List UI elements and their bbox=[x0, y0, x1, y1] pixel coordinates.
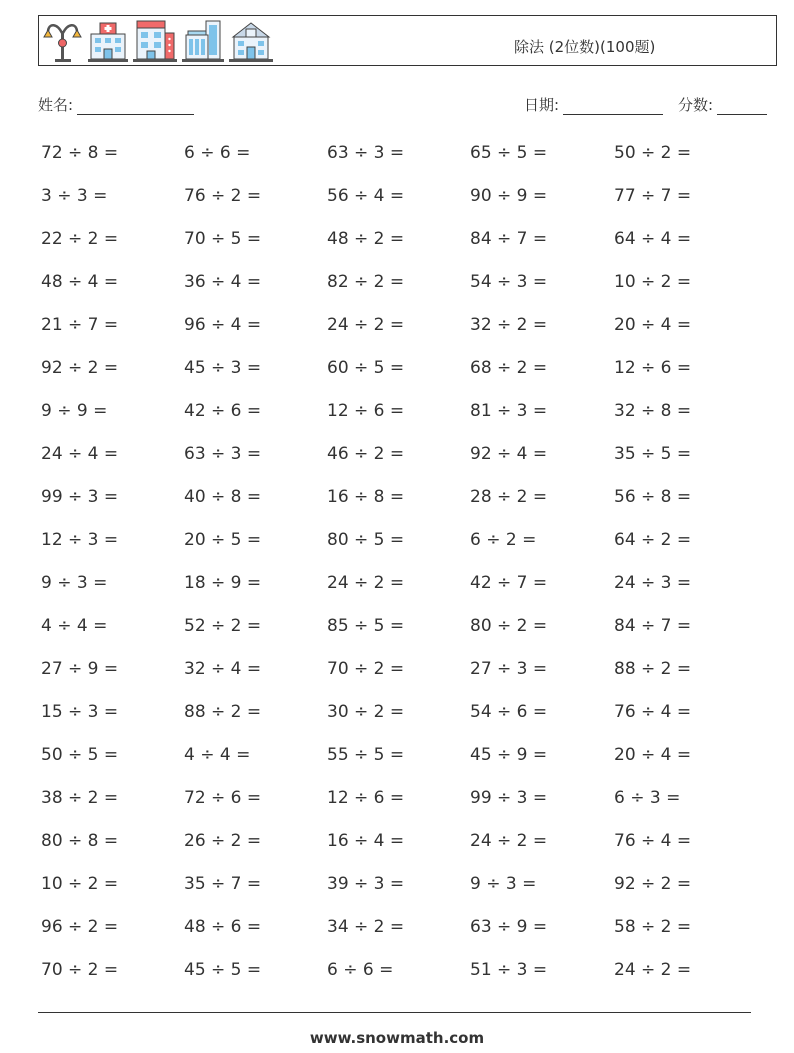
problem-row bbox=[41, 487, 761, 530]
division-problem: 39 ÷ 3 = bbox=[327, 874, 405, 894]
date-blank-line[interactable] bbox=[563, 99, 663, 115]
division-problem: 20 ÷ 5 = bbox=[184, 530, 262, 550]
worksheet-header bbox=[38, 15, 777, 66]
division-problem: 48 ÷ 2 = bbox=[327, 229, 405, 249]
name-blank-line[interactable] bbox=[77, 99, 194, 115]
problem-row bbox=[41, 616, 761, 659]
division-problem: 3 ÷ 3 = bbox=[41, 186, 108, 206]
problem-row bbox=[41, 702, 761, 745]
division-problem: 51 ÷ 3 = bbox=[470, 960, 548, 980]
problem-row bbox=[41, 573, 761, 616]
problem-row bbox=[41, 358, 761, 401]
problem-row bbox=[41, 917, 761, 960]
division-problem: 16 ÷ 8 = bbox=[327, 487, 405, 507]
division-problem: 52 ÷ 2 = bbox=[184, 616, 262, 636]
division-problem: 45 ÷ 5 = bbox=[184, 960, 262, 980]
division-problem: 21 ÷ 7 = bbox=[41, 315, 119, 335]
division-problem: 4 ÷ 4 = bbox=[41, 616, 108, 636]
division-problem: 4 ÷ 4 = bbox=[184, 745, 251, 765]
division-problem: 76 ÷ 4 = bbox=[614, 702, 692, 722]
division-problem: 9 ÷ 3 = bbox=[41, 573, 108, 593]
division-problem: 54 ÷ 6 = bbox=[470, 702, 548, 722]
score-label: 分数: bbox=[678, 96, 714, 114]
division-problem: 18 ÷ 9 = bbox=[184, 573, 262, 593]
division-problem: 77 ÷ 7 = bbox=[614, 186, 692, 206]
problem-row bbox=[41, 659, 761, 702]
division-problem: 24 ÷ 3 = bbox=[614, 573, 692, 593]
division-problem: 30 ÷ 2 = bbox=[327, 702, 405, 722]
division-problem: 65 ÷ 5 = bbox=[470, 143, 548, 163]
division-problem: 16 ÷ 4 = bbox=[327, 831, 405, 851]
division-problem: 20 ÷ 4 = bbox=[614, 745, 692, 765]
division-problem: 24 ÷ 2 = bbox=[614, 960, 692, 980]
hospital-icon bbox=[88, 19, 128, 63]
division-problem: 45 ÷ 9 = bbox=[470, 745, 548, 765]
division-problem: 26 ÷ 2 = bbox=[184, 831, 262, 851]
division-problem: 6 ÷ 6 = bbox=[184, 143, 251, 163]
name-label: 姓名: bbox=[38, 96, 74, 114]
problem-row bbox=[41, 186, 761, 229]
division-problem: 96 ÷ 2 = bbox=[41, 917, 119, 937]
division-problem: 55 ÷ 5 = bbox=[327, 745, 405, 765]
division-problem: 12 ÷ 6 = bbox=[614, 358, 692, 378]
problem-row bbox=[41, 874, 761, 917]
division-problem: 34 ÷ 2 = bbox=[327, 917, 405, 937]
division-problem: 42 ÷ 6 = bbox=[184, 401, 262, 421]
division-problem: 80 ÷ 5 = bbox=[327, 530, 405, 550]
division-problem: 6 ÷ 3 = bbox=[614, 788, 681, 808]
problem-row bbox=[41, 315, 761, 358]
division-problem: 36 ÷ 4 = bbox=[184, 272, 262, 292]
division-problem: 48 ÷ 4 = bbox=[41, 272, 119, 292]
division-problem: 24 ÷ 2 = bbox=[327, 315, 405, 335]
date-field[interactable] bbox=[524, 94, 663, 115]
date-label: 日期: bbox=[524, 96, 560, 114]
problem-row bbox=[41, 831, 761, 874]
division-problem: 10 ÷ 2 = bbox=[41, 874, 119, 894]
division-problem: 58 ÷ 2 = bbox=[614, 917, 692, 937]
office-building-icon bbox=[182, 19, 224, 63]
division-problem: 12 ÷ 6 = bbox=[327, 401, 405, 421]
problem-row bbox=[41, 530, 761, 573]
problem-row bbox=[41, 401, 761, 444]
score-field[interactable] bbox=[678, 94, 767, 115]
division-problem: 84 ÷ 7 = bbox=[614, 616, 692, 636]
division-problem: 99 ÷ 3 = bbox=[470, 788, 548, 808]
problem-row bbox=[41, 745, 761, 788]
division-problem: 60 ÷ 5 = bbox=[327, 358, 405, 378]
name-field[interactable] bbox=[38, 94, 194, 115]
division-problem: 22 ÷ 2 = bbox=[41, 229, 119, 249]
division-problem: 35 ÷ 7 = bbox=[184, 874, 262, 894]
division-problem: 63 ÷ 9 = bbox=[470, 917, 548, 937]
division-problem: 32 ÷ 2 = bbox=[470, 315, 548, 335]
division-problem: 50 ÷ 5 = bbox=[41, 745, 119, 765]
division-problem: 90 ÷ 9 = bbox=[470, 186, 548, 206]
division-problem: 32 ÷ 4 = bbox=[184, 659, 262, 679]
division-problem: 70 ÷ 2 = bbox=[41, 960, 119, 980]
score-blank-line[interactable] bbox=[717, 99, 767, 115]
division-problem: 40 ÷ 8 = bbox=[184, 487, 262, 507]
division-problem: 64 ÷ 4 = bbox=[614, 229, 692, 249]
division-problem: 80 ÷ 2 = bbox=[470, 616, 548, 636]
division-problem: 28 ÷ 2 = bbox=[470, 487, 548, 507]
division-problem: 48 ÷ 6 = bbox=[184, 917, 262, 937]
division-problem: 9 ÷ 3 = bbox=[470, 874, 537, 894]
division-problem: 54 ÷ 3 = bbox=[470, 272, 548, 292]
problem-row bbox=[41, 229, 761, 272]
division-problem: 9 ÷ 9 = bbox=[41, 401, 108, 421]
division-problem: 27 ÷ 9 = bbox=[41, 659, 119, 679]
footer-website: www.snowmath.com bbox=[309, 1029, 485, 1047]
division-problem: 45 ÷ 3 = bbox=[184, 358, 262, 378]
division-problem: 24 ÷ 2 = bbox=[470, 831, 548, 851]
division-problem: 38 ÷ 2 = bbox=[41, 788, 119, 808]
division-problem: 85 ÷ 5 = bbox=[327, 616, 405, 636]
division-problem: 92 ÷ 4 = bbox=[470, 444, 548, 464]
division-problem: 32 ÷ 8 = bbox=[614, 401, 692, 421]
division-problem: 99 ÷ 3 = bbox=[41, 487, 119, 507]
division-problem: 63 ÷ 3 = bbox=[184, 444, 262, 464]
division-problem: 92 ÷ 2 = bbox=[41, 358, 119, 378]
division-problem: 70 ÷ 5 = bbox=[184, 229, 262, 249]
division-problem: 46 ÷ 2 = bbox=[327, 444, 405, 464]
division-problem: 24 ÷ 2 = bbox=[327, 573, 405, 593]
division-problem: 20 ÷ 4 = bbox=[614, 315, 692, 335]
division-problem: 70 ÷ 2 = bbox=[327, 659, 405, 679]
footer-divider bbox=[38, 1012, 751, 1013]
division-problem: 80 ÷ 8 = bbox=[41, 831, 119, 851]
apartment-building-icon bbox=[133, 19, 177, 63]
worksheet-title: 除法 (2位数)(100题) bbox=[514, 38, 656, 56]
division-problem: 72 ÷ 8 = bbox=[41, 143, 119, 163]
problem-row bbox=[41, 272, 761, 315]
division-problem: 63 ÷ 3 = bbox=[327, 143, 405, 163]
division-problem: 84 ÷ 7 = bbox=[470, 229, 548, 249]
division-problem: 76 ÷ 2 = bbox=[184, 186, 262, 206]
division-problem: 10 ÷ 2 = bbox=[614, 272, 692, 292]
division-problem: 12 ÷ 6 = bbox=[327, 788, 405, 808]
problem-row bbox=[41, 960, 761, 1003]
division-problem: 76 ÷ 4 = bbox=[614, 831, 692, 851]
division-problem: 56 ÷ 8 = bbox=[614, 487, 692, 507]
division-problem: 96 ÷ 4 = bbox=[184, 315, 262, 335]
division-problem: 81 ÷ 3 = bbox=[470, 401, 548, 421]
division-problem: 35 ÷ 5 = bbox=[614, 444, 692, 464]
division-problem: 68 ÷ 2 = bbox=[470, 358, 548, 378]
school-building-icon bbox=[229, 19, 273, 63]
street-lamp-icon bbox=[43, 19, 83, 63]
division-problem: 12 ÷ 3 = bbox=[41, 530, 119, 550]
division-problem: 42 ÷ 7 = bbox=[470, 573, 548, 593]
division-problem: 6 ÷ 2 = bbox=[470, 530, 537, 550]
problem-row bbox=[41, 444, 761, 487]
division-problem: 88 ÷ 2 = bbox=[184, 702, 262, 722]
problem-grid bbox=[41, 143, 761, 1003]
division-problem: 88 ÷ 2 = bbox=[614, 659, 692, 679]
division-problem: 50 ÷ 2 = bbox=[614, 143, 692, 163]
header-icons bbox=[43, 19, 273, 63]
division-problem: 6 ÷ 6 = bbox=[327, 960, 394, 980]
division-problem: 15 ÷ 3 = bbox=[41, 702, 119, 722]
problem-row bbox=[41, 143, 761, 186]
division-problem: 27 ÷ 3 = bbox=[470, 659, 548, 679]
division-problem: 24 ÷ 4 = bbox=[41, 444, 119, 464]
division-problem: 82 ÷ 2 = bbox=[327, 272, 405, 292]
problem-row bbox=[41, 788, 761, 831]
division-problem: 92 ÷ 2 = bbox=[614, 874, 692, 894]
division-problem: 64 ÷ 2 = bbox=[614, 530, 692, 550]
division-problem: 56 ÷ 4 = bbox=[327, 186, 405, 206]
division-problem: 72 ÷ 6 = bbox=[184, 788, 262, 808]
